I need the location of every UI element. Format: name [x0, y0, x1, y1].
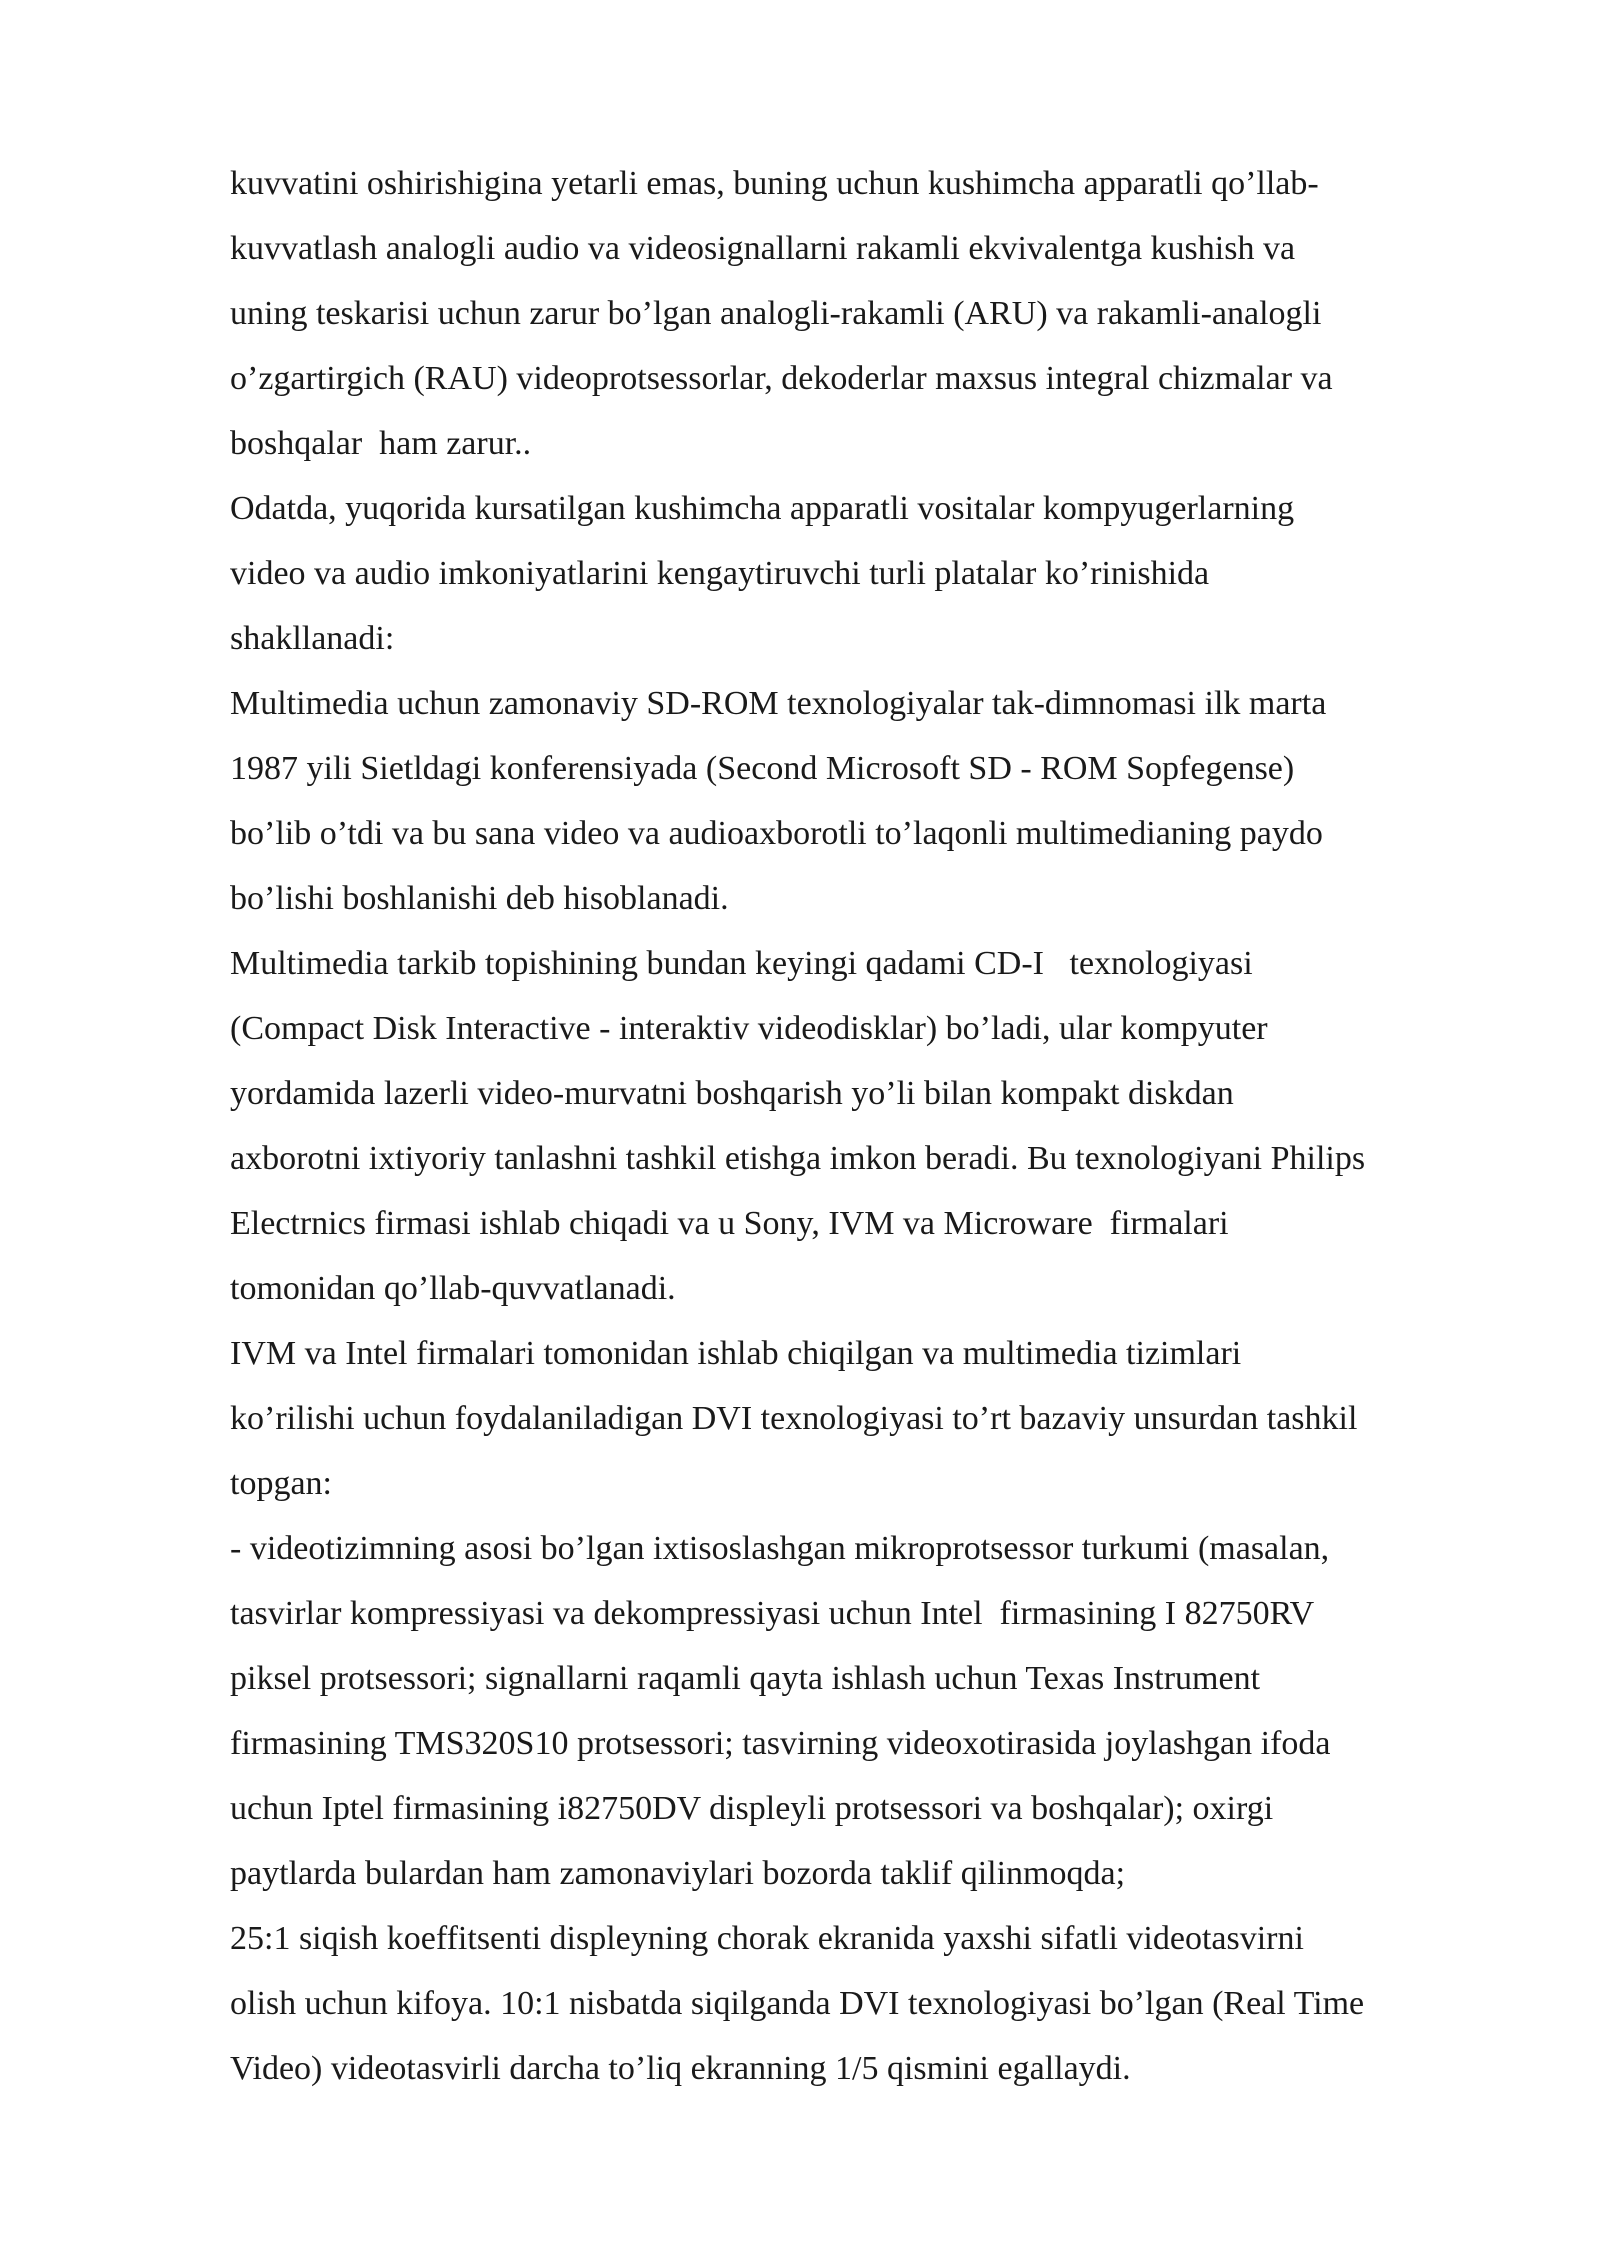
text-line: yordamida lazerli video-murvatni boshqarish yo’li bilan kompakt diskdan: [230, 1075, 1234, 1112]
text-line: - videotizimning asosi bo’lgan ixtisoslashgan mikroprotsessor turkumi (masalan,: [230, 1530, 1330, 1567]
text-line: tasvirlar kompressiyasi va dekompressiyasi uchun Intel firmasining I 82750RV: [230, 1595, 1315, 1632]
text-line: 25:1 siqish koeffitsenti displeyning chorak ekranida yaxshi sifatli videotasvirni: [230, 1920, 1304, 1957]
text-line: Electrnics firmasi ishlab chiqadi va u Sony, IVM va Microware firmalari: [230, 1205, 1229, 1242]
text-line: ko’rilishi uchun foydalaniladigan DVI texnologiyasi to’rt bazaviy unsurdan tashkil: [230, 1400, 1358, 1437]
text-line: axborotni ixtiyoriy tanlashni tashkil etishga imkon beradi. Bu texnologiyani Philips: [230, 1140, 1366, 1177]
text-line: IVM va Intel firmalari tomonidan ishlab chiqilgan va multimedia tizimlari: [230, 1335, 1242, 1372]
text-line: shakllanadi:: [230, 620, 395, 657]
text-line: piksel protsessori; signallarni raqamli qayta ishlash uchun Texas Instrument: [230, 1660, 1261, 1697]
text-line: Multimedia uchun zamonaviy SD-ROM texnologiyalar tak-dimnomasi ilk marta: [230, 685, 1327, 722]
text-line: uchun Iptel firmasining i82750DV displeyli protsessori va boshqalar); oxirgi: [230, 1790, 1274, 1827]
text-line: paytlarda bulardan ham zamonaviylari bozorda taklif qilinmoqda;: [230, 1855, 1126, 1892]
text-line: topgan:: [230, 1465, 332, 1502]
text-line: Video) videotasvirli darcha to’liq ekranning 1/5 qismini egallaydi.: [230, 2050, 1131, 2087]
text-line: Multimedia tarkib topishining bundan keyingi qadami CD-I texnologiyasi: [230, 945, 1253, 982]
text-line: o’zgartirgich (RAU) videoprotsessorlar, dekoderlar maxsus integral chizmalar va: [230, 360, 1333, 397]
text-line: tomonidan qo’llab-quvvatlanadi.: [230, 1270, 676, 1307]
text-line: bo’lib o’tdi va bu sana video va audioaxborotli to’laqonli multimedianing paydo: [230, 815, 1323, 852]
text-line: olish uchun kifoya. 10:1 nisbatda siqilganda DVI texnologiyasi bo’lgan (Real Time: [230, 1985, 1365, 2022]
text-line: (Compact Disk Interactive - interaktiv videodisklar) bo’ladi, ular kompyuter: [230, 1010, 1268, 1047]
text-line: boshqalar ham zarur..: [230, 425, 532, 462]
text-line: Odatda, yuqorida kursatilgan kushimcha apparatli vositalar kompyugerlarning: [230, 490, 1295, 527]
text-line: bo’lishi boshlanishi deb hisoblanadi.: [230, 880, 729, 917]
text-line: kuvvatini oshirishigina yetarli emas, buning uchun kushimcha apparatli qo’llab-: [230, 165, 1319, 202]
text-line: firmasining TMS320S10 protsessori; tasvirning videoxotirasida joylashgan ifoda: [230, 1725, 1331, 1762]
document-body: [230, 151, 1530, 2101]
text-line: 1987 yili Sietldagi konferensiyada (Second Microsoft SD - ROM Sopfegense): [230, 750, 1295, 787]
text-line: uning teskarisi uchun zarur bo’lgan analogli-rakamli (ARU) va rakamli-analogli: [230, 295, 1322, 332]
text-line: kuvvatlash analogli audio va videosignallarni rakamli ekvivalentga kushish va: [230, 230, 1296, 267]
text-line: video va audio imkoniyatlarini kengaytiruvchi turli platalar ko’rinishida: [230, 555, 1210, 592]
